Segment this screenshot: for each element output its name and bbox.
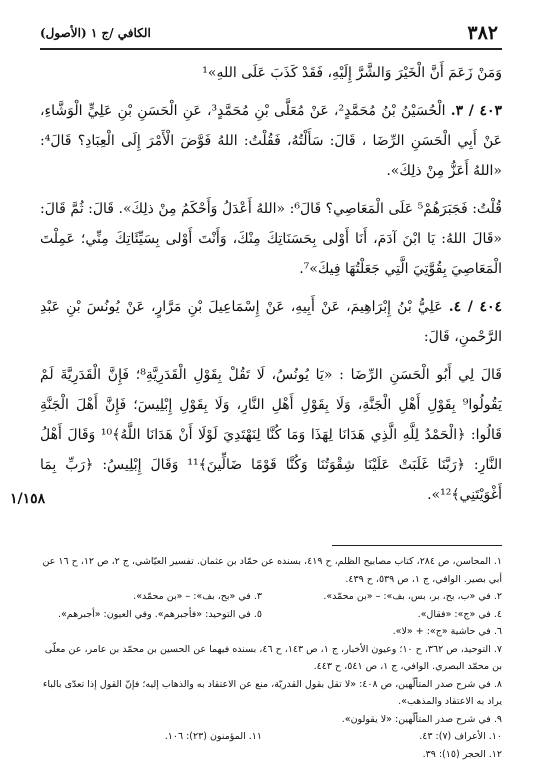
footnote-3: ٣. في «بح، بف»: – «بن محمّد». — [133, 591, 262, 602]
footnote-12: ١٢. الحجر (١٥): ٣٩. — [422, 748, 502, 760]
footnote-1: ١. المحاسن، ص ٢٨٤، كتاب مصابيح الظلم، ح ٤١٩، بسنده عن حمّاد بن عثمان. تفسير العيّاشي، ج ٢، ص ١٢، ح ١٦ عن أبي بصير. الوافي، ج ١، ص ٥٣٩، ح ٤٣٩. — [42, 556, 502, 585]
hadith-text: الْحُسَيْنُ بْنُ مُحَمَّدٍ²، عَنْ مُعَلَّى بْنِ مُحَمَّدٍ³، عَنِ الْحَسَنِ بْنِ عَلِيٍّ الْوَشَّاءِ، عَنْ أَبِي الْحَسَنِ الرِّضَا ، قَالَ: سَأَلْتُهُ، فَقُلْتُ: اللهُ فَوَّضَ الْأَمْرَ إِلَى الْعِبَادِ؟ قَالَ⁴: «اللهُ أَعَزُّ مِنْ ذلِكَ». — [40, 103, 502, 179]
paragraph-continuation: وَمَنْ زَعَمَ أَنَّ الْخَيْرَ وَالشَّرَّ إِلَيْهِ، فَقَدْ كَذَبَ عَلَى اللهِ»¹ — [202, 65, 502, 81]
hadith-403 — [40, 96, 502, 186]
footnote-8: ٨. في شرح صدر المتألّهين، ص ٤٠٨: «لا تقل بقول القدريّة، منع عن الاعتقاد به والذهاب إليه؛ فإنّ القول إذا تعدّى بالباء يراد به الاعتقاد والمذهب». — [42, 678, 502, 707]
footnote-row — [40, 606, 502, 624]
main-text — [40, 58, 502, 518]
footnote-11: ١١. المؤمنون (٢٣): ١٠٦. — [164, 731, 262, 742]
footnote-10: ١٠. الأعراف (٧): ٤٣. — [419, 731, 502, 742]
paragraph-quote: قَالَ لِي أَبُو الْحَسَنِ الرِّضَا : «يَا يُونُسُ، لَا تَقُلْ بِقَوْلِ الْقَدَرِيَّةِ⁸؛ فَإِنَّ الْقَدَرِيَّةَ لَمْ يَقُولُوا⁹ بِقَوْلِ أَهْلِ الْجَنَّةِ، وَلَا بِقَوْلِ أَهْلِ النَّارِ، وَلَا بِقَوْلِ إِبْلِيسَ؛ فَإِنَّ أَهْلَ الْجَنَّةِ قَالُوا: ﴿الْحَمْدُ لِلَّهِ الَّذِي هَدَانَا لِهَذَا وَمَا كُنَّا لِنَهْتَدِيَ لَوْلَا أَنْ هَدَانَا اللَّهُ﴾¹⁰ وَقَالَ أَهْلُ النَّارِ: ﴿رَبَّنَا غَلَبَتْ عَلَيْنَا شِقْوَتُنَا وَكُنَّا قَوْمًا ضَالِّينَ﴾¹¹ وَقَالَ إِبْلِيسُ: ﴿رَبِّ بِمَا أَغْوَيْتَنِي﴾¹²». — [40, 367, 502, 503]
page-header — [40, 22, 502, 46]
footnote-5: ٥. في التوحيد: «فأجبرهم». وفي العيون: «أجبرهم». — [57, 608, 262, 620]
footnote-7: ٧. التوحيد، ص ٣٦٢، ح ١٠؛ وعيون الأخبار، ج ١، ص ١٤٣، ح ٤٦، بسنده فيهما عن الحسين بن محمّد بن عامر، عن معلّى بن محمّد البصري. الوافي، ج ١، ص ٥٤١، ح ٤٤٣. — [44, 643, 502, 672]
header-rule — [40, 48, 502, 50]
paragraph-question: قُلْتُ: فَجَبَرَهُمْ⁵ عَلَى الْمَعَاصِي؟ قَالَ⁶: «اللهُ أَعْدَلُ وَأَحْكَمُ مِنْ ذلِكَ». قَالَ: ثُمَّ قَالَ: «قَالَ اللهُ: يَا ابْنَ آدَمَ، أَنَا أَوْلى بِحَسَنَاتِكَ مِنْكَ، وَأَنْتَ أَوْلى بِسَيِّئَاتِكَ مِنِّي؛ عَمِلْتَ الْمَعَاصِيَ بِقُوَّتِيَ الَّتِي جَعَلْتُهَا فِيكَ»⁷. — [40, 201, 502, 277]
hadith-text: عَلِيُّ بْنُ إِبْرَاهِيمَ، عَنْ أَبِيهِ، عَنْ إِسْمَاعِيلَ بْنِ مَرَّارٍ، عَنْ يُونُسَ بْنِ عَبْدِ الرَّحْمنِ، قَالَ: — [40, 299, 502, 345]
footnote-2: ٢. في «ب، بح، بر، بس، بف»: – «بن محمّد». — [323, 591, 502, 602]
footnotes — [40, 553, 502, 763]
footnote-rule — [332, 545, 502, 546]
running-title: الكافي /ج ١ (الأصول) — [40, 26, 151, 40]
hadith-404 — [40, 292, 502, 352]
footnote-row — [40, 588, 502, 606]
hadith-number: ٤٠٤ / ٤. — [448, 299, 502, 315]
page-number: ٣٨٢ — [467, 22, 498, 44]
hadith-number: ٤٠٣ / ٣. — [450, 103, 503, 119]
footnote-4: ٤. في «ج»: «فقال». — [417, 608, 502, 620]
footnote-row — [40, 728, 502, 746]
footnote-6: ٦. في حاشية «ج»: + «لا». — [392, 626, 502, 637]
margin-reference: ١/١٥٨ — [10, 491, 46, 507]
footnote-9: ٩. في شرح صدر المتألّهين: «لا يقولون». — [341, 713, 502, 725]
